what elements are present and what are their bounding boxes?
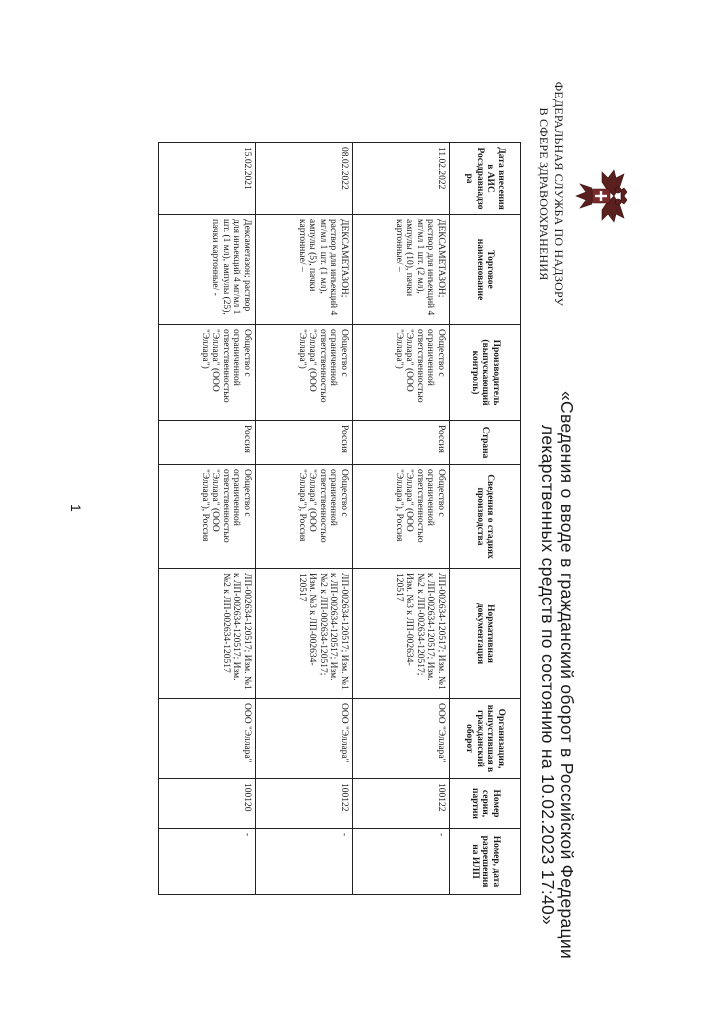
- organization-cell: ООО "Эллара": [353, 699, 450, 779]
- permit-cell: -: [159, 829, 256, 895]
- table-row: [353, 143, 450, 895]
- date-cell: 08.02.2022: [256, 143, 353, 215]
- trade-name-cell: Дексаметазон; раствор для инъекций 4 мг/мл 1 шт. (1 мл), ампулы (25), пачки картонные/ -: [159, 215, 256, 325]
- column-header: Организация, выпустившая в гражданский оборот: [450, 699, 521, 779]
- organization-cell: ООО "Эллара": [256, 699, 353, 779]
- manufacturer-cell: Общество с ограниченной ответственностью "Эллара" (ООО "Эллара"): [256, 325, 353, 421]
- documentation-cell: ЛП-002634-120517; Изм. №1 к ЛП-002634-120517; Изм. №2 к ЛП-002634-120517; Изм. №3 к ЛП-002634-120517: [256, 569, 353, 699]
- stages-cell: Общество с ограниченной ответственностью "Эллара" (ООО "Эллара"), Россия: [256, 465, 353, 569]
- batch-number-cell: 100122: [256, 779, 353, 829]
- permit-cell: -: [256, 829, 353, 895]
- country-cell: Россия: [159, 421, 256, 465]
- organization-line-1: ФЕДЕРАЛЬНАЯ СЛУЖБА ПО НАДЗОРУ: [552, 81, 566, 307]
- column-header: Торговое наименование: [450, 215, 521, 325]
- permit-cell: -: [353, 829, 450, 895]
- double-headed-eagle-emblem-icon: [572, 166, 628, 226]
- column-header: Номер, дата разрешения на ИЛП: [450, 829, 521, 895]
- batch-number-cell: 100122: [353, 779, 450, 829]
- date-cell: 15.02.2021: [159, 143, 256, 215]
- column-header: Производитель (выпускающий контроль): [450, 325, 521, 421]
- organization-line-2: В СФЕРЕ ЗДРАВООХРАНЕНИЯ: [537, 107, 551, 281]
- manufacturer-cell: Общество с ограниченной ответственностью "Эллара" (ООО "Эллара"): [159, 325, 256, 421]
- document-title: [538, 330, 576, 1020]
- table-row: [159, 143, 256, 895]
- column-header: Дата внесения в АИС Росздравнадзора: [450, 143, 521, 215]
- documentation-cell: ЛП-002634-120517; Изм. №1 к ЛП-002634-120517; Изм. №2 к ЛП-002634-120517: [159, 569, 256, 699]
- table-row: [256, 143, 353, 895]
- country-cell: Россия: [256, 421, 353, 465]
- trade-name-cell: ДЕКСАМЕТАЗОН; раствор для инъекций 4 мг/мл 1 шт. (2 мл), ампулы (10), пачки картонные/ –: [353, 215, 450, 325]
- country-cell: Россия: [353, 421, 450, 465]
- stages-cell: Общество с ограниченной ответственностью "Эллара" (ООО "Эллара"), Россия: [159, 465, 256, 569]
- page-number: 1: [68, 504, 84, 512]
- stages-cell: Общество с ограниченной ответственностью "Эллара" (ООО "Эллара"), Россия: [353, 465, 450, 569]
- manufacturer-cell: Общество с ограниченной ответственностью "Эллара" (ООО "Эллара"): [353, 325, 450, 421]
- trade-name-cell: ДЕКСАМЕТАЗОН; раствор для инъекций 4 мг/мл 1 шт. (1 мл), ампулы (5), пачки картонные/ –: [256, 215, 353, 325]
- column-header: Номер серии, партии: [450, 779, 521, 829]
- drug-registry-table: [158, 142, 521, 895]
- organization-cell: ООО "Эллара": [159, 699, 256, 779]
- table-header-row: [450, 143, 521, 895]
- date-cell: 11.02.2022: [353, 143, 450, 215]
- column-header: Нормативная документация: [450, 569, 521, 699]
- column-header: Страна: [450, 421, 521, 465]
- column-header: Сведения о стадиях производства: [450, 465, 521, 569]
- title-line-1: «Сведения о вводе в гражданский оборот в Российской Федерации: [557, 390, 577, 960]
- organization-name: [536, 74, 566, 314]
- documentation-cell: ЛП-002634-120517; Изм. №1 к ЛП-002634-120517; Изм. №2 к ЛП-002634-120517; Изм. №3 к ЛП-002634-120517: [353, 569, 450, 699]
- batch-number-cell: 100120: [159, 779, 256, 829]
- title-line-2: лекарственных средств по состоянию на 10.02.2023 17:40»: [538, 424, 558, 926]
